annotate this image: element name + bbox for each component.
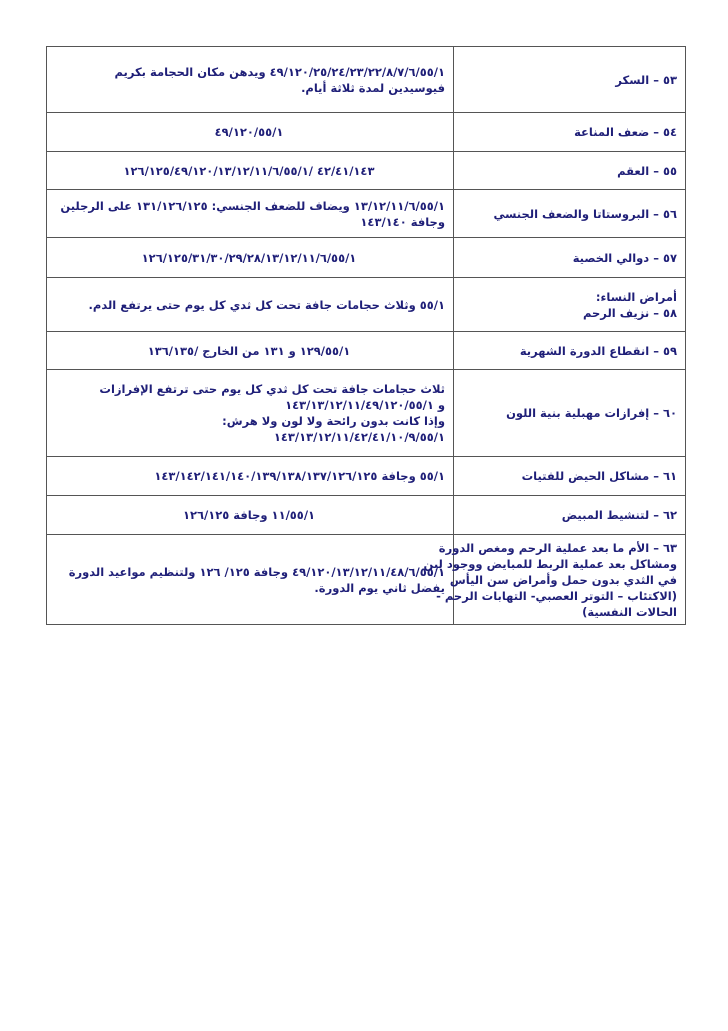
treatment-points-text: ١٢٦/١٢٥/٣١/٣٠/٢٩/٢٨/١٣/١٢/١١/٦/٥٥/١ [141, 250, 357, 265]
treatment-points-cell [47, 457, 454, 496]
condition-text: ٦٠ – إفرازات مهبلية بنية اللون [506, 406, 677, 420]
treatment-points-text: فيوسيدين لمدة ثلاثة أيام. [301, 80, 445, 95]
condition-cell [454, 332, 686, 370]
treatment-points-text: ٤٩/١٢٠/٢٥/٢٤/٢٣/٢٢/٨/٧/٦/٥٥/١ ويدهن مكان الحجامة بكريم [114, 64, 445, 79]
table-body [47, 47, 686, 625]
treatment-points-text: ٤٩/١٢٠/٥٥/١ [214, 125, 284, 139]
treatment-points-cell [47, 496, 454, 535]
table-row [47, 457, 686, 496]
condition-text: في الثدي بدون حمل وأمراض سن اليأس [449, 572, 677, 587]
condition-text: ٦٣ – الأم ما بعد عملية الرحم ومغص الدورة [438, 540, 677, 555]
treatment-points-cell [47, 278, 454, 332]
condition-cell [423, 535, 686, 625]
condition-cell [454, 152, 686, 190]
condition-text: أمراض النساء: [595, 289, 677, 304]
table-row [47, 47, 686, 113]
condition-cell [454, 370, 686, 457]
condition-text: ٥٤ – ضعف المناعة [574, 125, 677, 139]
condition-text: الحالات النفسية) [582, 604, 677, 619]
condition-text: ٥٥ – العقم [617, 163, 677, 178]
condition-cell [454, 190, 686, 238]
treatment-points-cell [47, 535, 454, 625]
table-row [47, 370, 686, 457]
treatment-points-text: وجافة ١٤٣/١٤٠ [360, 214, 445, 229]
treatment-points-text: و ١٤٣/١٣/١٢/١١/٤٩/١٢٠/٥٥/١ [285, 398, 445, 412]
condition-text: ٦٢ – لتنشيط المبيض [561, 508, 677, 522]
treatment-points-text: ٥٥/١ وجافة ١٤٣/١٤٢/١٤١/١٤٠/١٣٩/١٣٨/١٣٧/١٢٦/١٢٥ [154, 469, 445, 483]
condition-text: ومشاكل بعد عملية الربط للمبايض ووجود لبن [423, 556, 677, 571]
table-row [47, 190, 686, 238]
table-row [47, 152, 686, 190]
condition-text: (الاكتئاب – التوتر العصبي- التهابات الرحم - [436, 588, 677, 603]
table-row [47, 238, 686, 278]
condition-text: ٥٨ – نزيف الرحم [582, 305, 677, 320]
condition-cell [454, 113, 686, 152]
condition-cell [454, 457, 686, 496]
treatment-table [46, 46, 686, 625]
treatment-points-cell [47, 370, 454, 457]
treatment-points-text: ١٢٩/٥٥/١ و ١٣١ من الخارج /١٣٦/١٣٥ [147, 343, 351, 358]
condition-text: ٥٧ – دوالي الخصية [572, 250, 677, 265]
treatment-points-text: ١٤٣/١٣/١٢/١١/٤٢/٤١/١٠/٩/٥٥/١ [273, 430, 445, 444]
treatment-points-text: ٥٥/١ وثلاث حجامات جافة تحت كل ثدي كل يوم حتى يرتفع الدم. [88, 297, 445, 312]
condition-text: ٥٦ – البروستاتا والضعف الجنسي [493, 206, 677, 221]
table-row [47, 496, 686, 535]
table-row [47, 278, 686, 332]
treatment-points-cell [47, 332, 454, 370]
treatment-points-cell [47, 152, 454, 190]
condition-cell [454, 238, 686, 278]
treatment-points-text: ٤٢/٤١/١٤٣ /١٢٦/١٢٥/٤٩/١٢٠/١٣/١٢/١١/٦/٥٥/١ [123, 163, 375, 178]
treatment-points-text: ١٣/١٢/١١/٦/٥٥/١ ويضاف للضعف الجنسي: ١٣١/١٢٦/١٢٥ على الرجلين [60, 198, 445, 213]
condition-cell [454, 496, 686, 535]
condition-cell [454, 278, 686, 332]
treatment-points-text: ثلاث حجامات جافة تحت كل ثدي كل يوم حتى ترتفع الإفرازات [99, 382, 445, 396]
table-row [47, 535, 686, 625]
condition-cell [454, 47, 686, 113]
treatment-points-text: وإذا كانت بدون رائحة ولا لون ولا هرش: [222, 414, 445, 428]
table-row [47, 113, 686, 152]
condition-text: ٦١ – مشاكل الحيض للفتيات [521, 469, 677, 483]
treatment-points-cell [47, 47, 454, 113]
treatment-points-text: يفضل ثاني يوم الدورة. [314, 580, 445, 595]
treatment-points-text: ٤٩/١٢٠/١٣/١٢/١١/٤٨/٦/٥٥/١ وجافة ١٢٥/ ١٢٦ ولتنظيم مواعيد الدورة [68, 564, 445, 579]
treatment-points-cell [47, 113, 454, 152]
treatment-points-text: ١١/٥٥/١ وجافة ١٢٦/١٢٥ [182, 508, 316, 522]
table-row [47, 332, 686, 370]
condition-text: ٥٩ – انقطاع الدورة الشهرية [519, 343, 677, 358]
treatment-points-cell [47, 238, 454, 278]
treatment-points-cell [47, 190, 454, 238]
condition-text: ٥٣ – السكر [615, 72, 677, 87]
